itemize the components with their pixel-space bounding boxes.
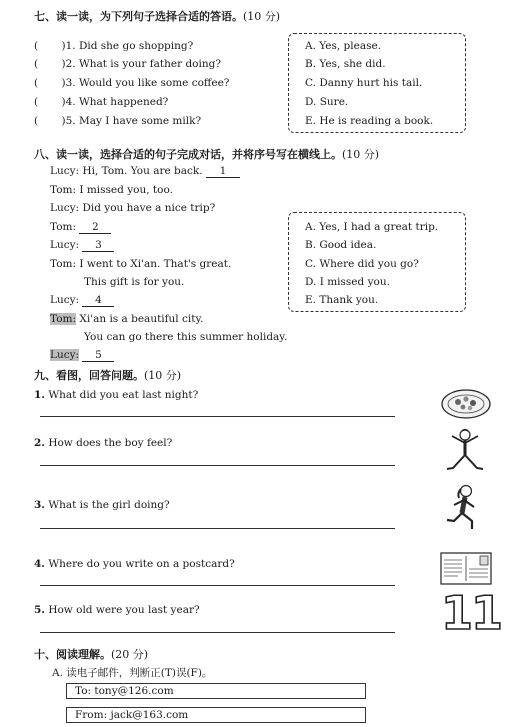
section9-question-1 — [34, 389, 198, 401]
section7-title: 七、读一读，为下列句子选择合适的答语。 — [34, 10, 243, 23]
question-number: )4. — [61, 96, 76, 108]
question-text: How does the boy feel? — [48, 437, 173, 449]
email-from-field: From: jack@163.com — [66, 707, 366, 723]
dialogue-line — [50, 258, 231, 270]
number-eleven-icon: 11 — [441, 586, 502, 640]
speaker-label: Lucy: — [50, 349, 80, 361]
answer-blank[interactable]: 5 — [82, 349, 114, 362]
dialogue-line — [50, 239, 114, 252]
speaker-label: Tom: — [50, 313, 77, 325]
section9-question-5 — [34, 604, 200, 616]
running-girl-icon — [444, 483, 484, 533]
answer-line-2[interactable] — [40, 465, 395, 466]
section7-option-a: A. Yes, please. — [305, 40, 382, 52]
section8-title: 八、读一读，选择合适的句子完成对话，并将序号写在横线上。 — [34, 148, 342, 161]
speaker-label: Tom: — [50, 184, 77, 196]
question-number: )1. — [61, 40, 76, 52]
section8-option-d: D. I missed you. — [305, 276, 390, 288]
section10-part-a: A. 读电子邮件，判断正(T)误(F)。 — [52, 667, 213, 679]
dialogue-line — [50, 221, 111, 234]
section7-option-d: D. Sure. — [305, 96, 349, 108]
section7-question-2 — [34, 58, 221, 70]
postcard-icon — [440, 552, 492, 585]
dialogue-text: This gift is for you. — [84, 276, 185, 288]
section7-question-3 — [34, 77, 229, 89]
question-text: What is the girl doing? — [48, 499, 170, 511]
dialogue-line — [84, 276, 184, 288]
answer-blank[interactable]: 1 — [206, 165, 240, 178]
question-text: May I have some milk? — [78, 115, 202, 127]
section10-heading — [34, 646, 148, 662]
dialogue-text: Xi'an is a beautiful city. — [79, 313, 204, 325]
dialogue-line — [50, 349, 114, 362]
answer-blank[interactable]: 4 — [82, 294, 114, 307]
speaker-label: Lucy: — [50, 165, 80, 177]
speaker-label: Tom: — [50, 258, 77, 270]
question-number: 3. — [34, 499, 45, 511]
email-to-field: To: tony@126.com — [66, 683, 366, 699]
dialogue-text: I missed you, too. — [79, 184, 173, 196]
dialogue-text: Hi, Tom. You are back. — [82, 165, 203, 177]
dialogue-line — [50, 165, 240, 178]
answer-paren[interactable]: ( — [34, 58, 62, 70]
section7-score: (10 分) — [243, 10, 281, 23]
section9-heading — [34, 367, 181, 383]
dialogue-text: You can go there this summer holiday. — [84, 331, 288, 343]
answer-paren[interactable]: ( — [34, 40, 62, 52]
section7-question-5 — [34, 115, 201, 127]
answer-paren[interactable]: ( — [34, 115, 62, 127]
dialogue-text: Did you have a nice trip? — [82, 202, 216, 214]
section7-option-e: E. He is reading a book. — [305, 115, 434, 127]
section8-option-a: A. Yes, I had a great trip. — [305, 221, 439, 233]
answer-blank[interactable]: 2 — [79, 221, 111, 234]
question-number: )5. — [61, 115, 76, 127]
speaker-label: Tom: — [50, 221, 77, 233]
speaker-label: Lucy: — [50, 239, 80, 251]
answer-line-3[interactable] — [40, 528, 395, 529]
question-text: Would you like some coffee? — [78, 77, 230, 89]
section9-question-2 — [34, 437, 172, 449]
jumping-boy-icon — [444, 428, 486, 474]
section7-question-1 — [34, 40, 193, 52]
section9-score: (10 分) — [144, 369, 182, 382]
speaker-label: Lucy: — [50, 294, 80, 306]
dialogue-line — [50, 294, 114, 307]
section9-question-4 — [34, 558, 235, 570]
section8-heading — [34, 146, 379, 162]
dialogue-line — [84, 331, 287, 343]
question-text: What happened? — [78, 96, 169, 108]
answer-line-5[interactable] — [40, 632, 395, 633]
dialogue-line — [50, 202, 215, 214]
section7-option-c: C. Danny hurt his tail. — [305, 77, 423, 89]
question-number: )2. — [61, 58, 76, 70]
question-text: Did she go shopping? — [78, 40, 194, 52]
question-text: Where do you write on a postcard? — [48, 558, 235, 570]
answer-line-4[interactable] — [40, 585, 395, 586]
section9-question-3 — [34, 499, 170, 511]
section8-option-e: E. Thank you. — [305, 294, 379, 306]
question-number: 4. — [34, 558, 45, 570]
section8-option-c: C. Where did you go? — [305, 258, 419, 270]
food-plate-icon — [440, 387, 492, 421]
section7-heading — [34, 8, 280, 24]
section7-question-4 — [34, 96, 168, 108]
section8-score: (10 分) — [342, 148, 380, 161]
section8-option-b: B. Good idea. — [305, 239, 377, 251]
section7-option-b: B. Yes, she did. — [305, 58, 386, 70]
section10-title: 十、阅读理解。 — [34, 648, 111, 661]
question-number: 1. — [34, 389, 45, 401]
question-number: 5. — [34, 604, 45, 616]
question-number: 2. — [34, 437, 45, 449]
section10-score: (20 分) — [111, 648, 149, 661]
answer-paren[interactable]: ( — [34, 77, 62, 89]
section9-title: 九、看图，回答问题。 — [34, 369, 144, 382]
question-text: What is your father doing? — [78, 58, 221, 70]
dialogue-line — [50, 184, 173, 196]
speaker-label: Lucy: — [50, 202, 80, 214]
answer-line-1[interactable] — [40, 416, 395, 417]
answer-blank[interactable]: 3 — [82, 239, 114, 252]
dialogue-text: I went to Xi'an. That's great. — [79, 258, 232, 270]
question-text: What did you eat last night? — [48, 389, 199, 401]
dialogue-line — [50, 313, 203, 325]
question-text: How old were you last year? — [48, 604, 200, 616]
question-number: )3. — [61, 77, 76, 89]
answer-paren[interactable]: ( — [34, 96, 62, 108]
